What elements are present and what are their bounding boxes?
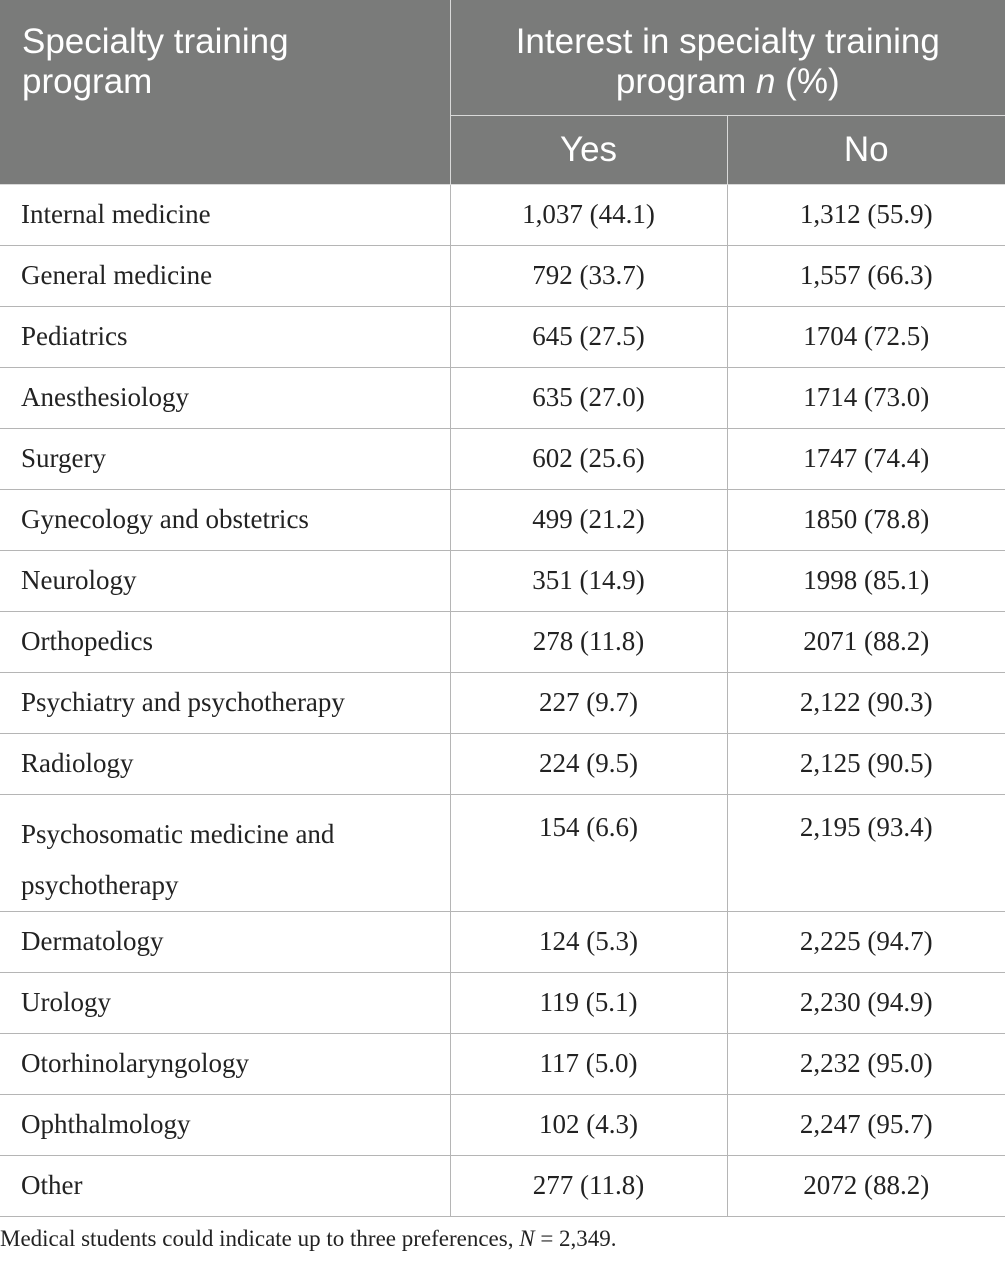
cell-no: 1747 (74.4) [727, 428, 1005, 489]
cell-no: 2,232 (95.0) [727, 1033, 1005, 1094]
table-footnote [0, 1226, 1005, 1252]
table-row [0, 1094, 1005, 1155]
cell-yes: 102 (4.3) [450, 1094, 727, 1155]
table-row [0, 550, 1005, 611]
cell-yes: 277 (11.8) [450, 1155, 727, 1216]
footnote-suffix: = 2,349. [534, 1226, 617, 1251]
cell-no: 2,230 (94.9) [727, 972, 1005, 1033]
table-row [0, 184, 1005, 245]
cell-no: 1850 (78.8) [727, 489, 1005, 550]
cell-specialty: Neurology [0, 550, 450, 611]
header-specialty-line2: program [22, 62, 153, 101]
cell-no: 2,225 (94.7) [727, 911, 1005, 972]
header-interest [450, 0, 1005, 115]
cell-no: 2,125 (90.5) [727, 733, 1005, 794]
header-interest-n: n [755, 62, 776, 101]
cell-yes: 278 (11.8) [450, 611, 727, 672]
header-specialty-line1: Specialty training [22, 22, 289, 61]
cell-specialty: Radiology [0, 733, 450, 794]
table-row [0, 972, 1005, 1033]
table-row [0, 1155, 1005, 1216]
cell-specialty: Psychiatry and psychotherapy [0, 672, 450, 733]
cell-specialty: Anesthesiology [0, 367, 450, 428]
table-row [0, 1033, 1005, 1094]
cell-no: 2,195 (93.4) [727, 794, 1005, 911]
header-interest-line1: Interest in specialty training [515, 22, 940, 61]
table-row [0, 672, 1005, 733]
header-interest-line2-suffix: (%) [775, 62, 840, 101]
cell-no: 1,312 (55.9) [727, 184, 1005, 245]
cell-yes: 499 (21.2) [450, 489, 727, 550]
cell-no: 2071 (88.2) [727, 611, 1005, 672]
cell-no: 2,122 (90.3) [727, 672, 1005, 733]
cell-specialty: Gynecology and obstetrics [0, 489, 450, 550]
table-row [0, 611, 1005, 672]
cell-no: 1714 (73.0) [727, 367, 1005, 428]
cell-no: 1998 (85.1) [727, 550, 1005, 611]
cell-specialty: Otorhinolaryngology [0, 1033, 450, 1094]
cell-specialty: Other [0, 1155, 450, 1216]
table-row [0, 367, 1005, 428]
footnote-n: N [519, 1226, 535, 1251]
cell-yes: 635 (27.0) [450, 367, 727, 428]
cell-no: 1704 (72.5) [727, 306, 1005, 367]
header-no: No [727, 115, 1005, 184]
cell-yes: 124 (5.3) [450, 911, 727, 972]
cell-yes: 645 (27.5) [450, 306, 727, 367]
header-interest-line2-prefix: program [615, 62, 756, 101]
cell-specialty: Ophthalmology [0, 1094, 450, 1155]
cell-yes: 119 (5.1) [450, 972, 727, 1033]
header-yes: Yes [450, 115, 727, 184]
cell-specialty: Surgery [0, 428, 450, 489]
table-row [0, 794, 1005, 911]
cell-no: 1,557 (66.3) [727, 245, 1005, 306]
cell-no: 2072 (88.2) [727, 1155, 1005, 1216]
table-row [0, 428, 1005, 489]
table-row [0, 911, 1005, 972]
header-specialty [0, 0, 450, 184]
table-header [0, 0, 1005, 184]
cell-specialty: Internal medicine [0, 184, 450, 245]
cell-specialty: General medicine [0, 245, 450, 306]
table-row [0, 245, 1005, 306]
cell-specialty: Pediatrics [0, 306, 450, 367]
cell-yes: 117 (5.0) [450, 1033, 727, 1094]
footnote-prefix: Medical students could indicate up to three preferences, [0, 1226, 520, 1251]
cell-no: 2,247 (95.7) [727, 1094, 1005, 1155]
cell-specialty: Psychosomatic medicine and psychotherapy [0, 794, 450, 911]
cell-yes: 792 (33.7) [450, 245, 727, 306]
table-row [0, 733, 1005, 794]
table-body [0, 184, 1005, 1216]
cell-yes: 602 (25.6) [450, 428, 727, 489]
cell-specialty: Dermatology [0, 911, 450, 972]
cell-yes: 227 (9.7) [450, 672, 727, 733]
cell-specialty: Urology [0, 972, 450, 1033]
cell-yes: 154 (6.6) [450, 794, 727, 911]
table-row [0, 489, 1005, 550]
cell-specialty: Orthopedics [0, 611, 450, 672]
cell-yes: 224 (9.5) [450, 733, 727, 794]
cell-yes: 351 (14.9) [450, 550, 727, 611]
table-row [0, 306, 1005, 367]
cell-yes: 1,037 (44.1) [450, 184, 727, 245]
